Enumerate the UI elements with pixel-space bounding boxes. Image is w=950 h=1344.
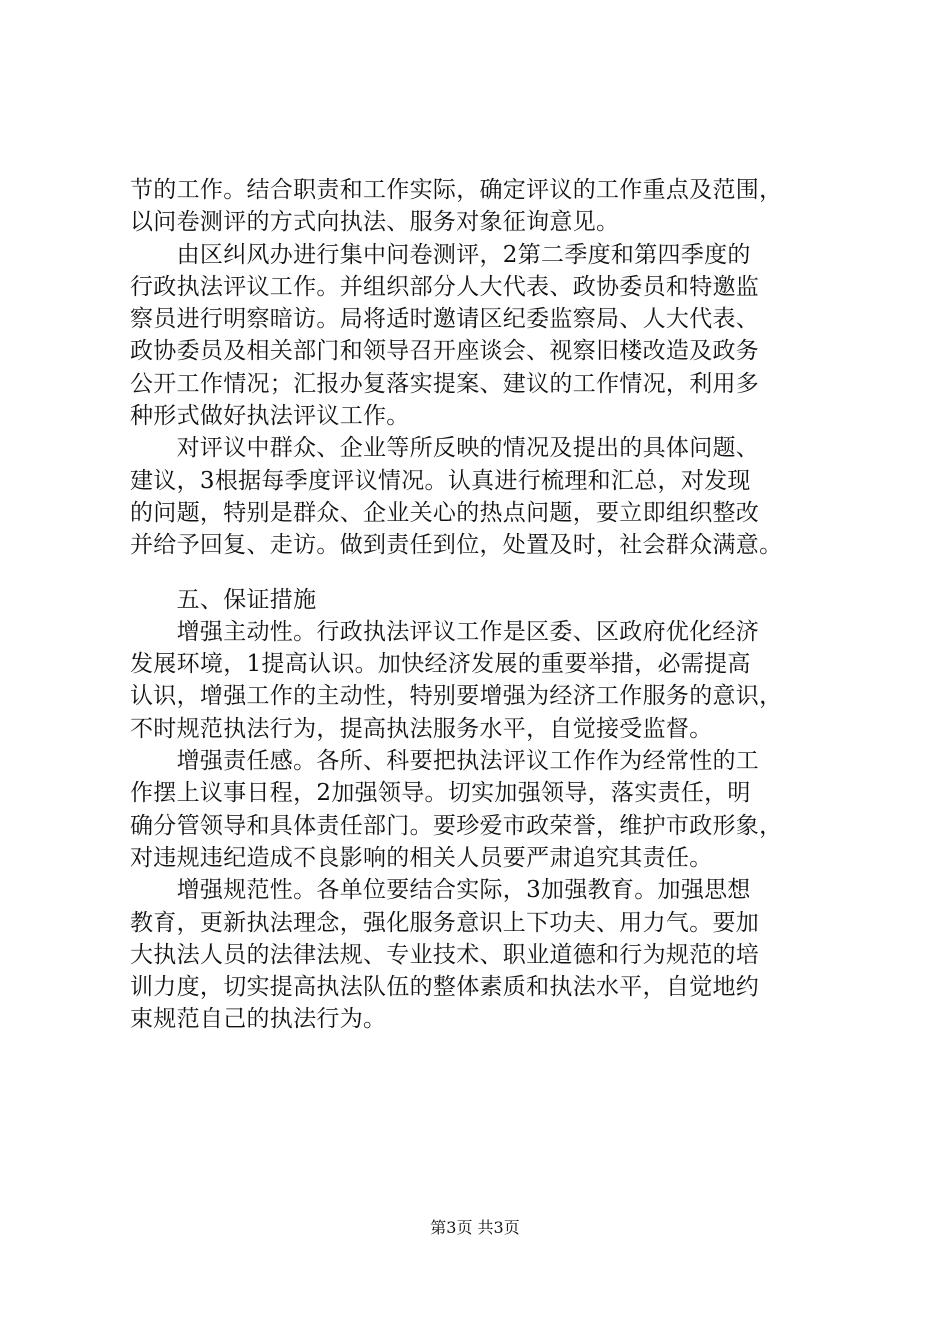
text-line: 增强主动性。行政执法评议工作是区委、区政府优化经济 (130, 618, 760, 645)
text-line: 节的工作。结合职责和工作实际，确定评议的工作重点及范围， (130, 177, 783, 203)
text-line: 确分管领导和具体责任部门。要珍爱市政荣誉，维护市政形象， (130, 812, 783, 839)
text-line: 对违规违纪造成不良影响的相关人员要严肃追究其责任。 (130, 844, 713, 871)
text-line: 大执法人员的法律法规、专业技术、职业道德和行为规范的培 (130, 941, 760, 968)
paragraph-gap (130, 562, 850, 584)
text-line: 束规范自己的执法行为。 (130, 1006, 387, 1033)
text-line: 政协委员及相关部门和领导召开座谈会、视察旧楼改造及政务 (130, 338, 760, 365)
text-line: 认识，增强工作的主动性，特别要增强为经济工作服务的意识， (130, 683, 783, 710)
text-line: 公开工作情况；汇报办复落实提案、建议的工作情况，利用多 (130, 370, 760, 397)
text-line: 并给予回复、走访。做到责任到位，处置及时，社会群众满意。 (130, 532, 783, 559)
section-heading: 五、保证措施 (130, 586, 317, 613)
text-line: 作摆上议事日程，2加强领导。切实加强领导，落实责任，明 (130, 780, 751, 807)
text-line: 教育，更新执法理念，强化服务意识上下功夫、用力气。要加 (130, 909, 760, 936)
text-line: 训力度，切实提高执法队伍的整体素质和执法水平，自觉地约 (130, 974, 760, 1001)
text-line: 对评议中群众、企业等所反映的情况及提出的具体问题、 (130, 435, 760, 462)
text-line: 发展环境，1提高认识。加快经济发展的重要举措，必需提高 (130, 651, 751, 678)
text-line: 由区纠风办进行集中问卷测评，2第二季度和第四季度的 (130, 241, 751, 268)
text-line: 察员进行明察暗访。局将适时邀请区纪委监察局、人大代表、 (130, 306, 760, 333)
text-line: 种形式做好执法评议工作。 (130, 403, 410, 430)
text-line: 不时规范执法行为，提高执法服务水平，自觉接受监督。 (130, 715, 713, 742)
page-footer: 第3页 共3页 (430, 1218, 520, 1237)
text-line: 的问题，特别是群众、企业关心的热点问题，要立即组织整改 (130, 499, 760, 526)
document-body (130, 174, 850, 1036)
text-line: 增强规范性。各单位要结合实际，3加强教育。加强思想 (130, 877, 751, 904)
text-line: 行政执法评议工作。并组织部分人大代表、政协委员和特邀监 (130, 273, 760, 300)
text-line: 建议，3根据每季度评议情况。认真进行梳理和汇总，对发现 (130, 467, 751, 494)
text-line: 增强责任感。各所、科要把执法评议工作作为经常性的工 (130, 748, 760, 775)
text-line: 以问卷测评的方式向执法、服务对象征询意见。 (130, 209, 620, 236)
